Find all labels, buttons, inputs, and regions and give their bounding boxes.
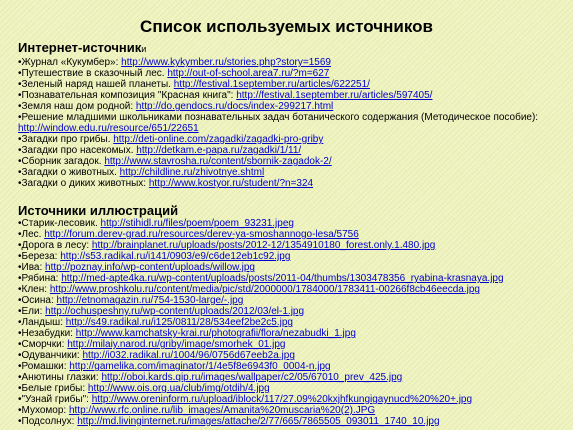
source-link[interactable]: http://s49.radikal.ru/i125/0811/28/534eef2be2c5.jpg (65, 317, 293, 328)
page-title: Список используемых источников (140, 17, 433, 36)
item-label: •Анютины глазки: (18, 372, 102, 383)
item-label: •Сборник загадок. (18, 156, 105, 167)
item-label: •Белые грибы: (18, 383, 88, 394)
list-item (18, 361, 568, 372)
list-item (18, 306, 568, 317)
list-item (18, 145, 568, 156)
list-item (18, 372, 568, 383)
source-link[interactable]: http://milaiy.narod.ru/griby/image/smorhek_01.jpg (67, 339, 286, 350)
item-label: •Земля наш дом родной: (18, 101, 136, 112)
item-label: •Клен: (18, 284, 50, 295)
list-item (18, 57, 568, 68)
item-label: •Ромашки: (18, 361, 70, 372)
item-label: •Журнал «Кукумбер»: (18, 57, 122, 68)
list-item (18, 218, 568, 229)
list-item (18, 101, 568, 112)
source-link[interactable]: http://www.ois.org.ua/club/img/otdih/4.jpg (87, 383, 270, 394)
item-label: •Сморчки: (18, 339, 68, 350)
source-link[interactable]: http://childline.ru/zhivotnye.shtml (119, 167, 265, 178)
source-link[interactable]: http://md.livinginternet.ru/images/attache/2/77/665/7865505_093011_1740_10.jpg (77, 416, 440, 427)
source-link[interactable]: http://www.rfc.online.ru/lib_images/Amanita%20muscaria%20(2).JPG (68, 405, 376, 416)
source-link[interactable]: http://brainplanet.ru/uploads/posts/2012-12/1354910180_forest.only.1.480.jpg (91, 240, 436, 251)
item-label: •Решение младшими школьниками познавательных задач ботанического содержания (Методическое пособие): (18, 112, 539, 123)
source-link[interactable]: http://i032.radikal.ru/1004/96/0756d67eeb2a.jpg (82, 350, 295, 361)
illustration-sources-heading: Источники иллюстраций (18, 203, 179, 218)
internet-sources-heading-suffix: и (141, 44, 147, 54)
illustration-sources-list (18, 218, 568, 427)
source-link[interactable]: http://www.oreninform.ru/upload/iblock/117/27.09%20kxjhfkungigaynucd%20%20+.jpg (91, 394, 473, 405)
source-link[interactable]: http://www.stavrosha.ru/content/sbornik-zagadok-2/ (104, 156, 332, 167)
item-label: •Мухомор: (18, 405, 69, 416)
list-item (18, 134, 568, 145)
item-label: •Ландыш: (18, 317, 66, 328)
list-item (18, 178, 568, 189)
source-link[interactable]: http://ochuspeshny.ru/wp-content/uploads/2012/03/el-1.jpg (45, 306, 305, 317)
item-label: •Береза: (18, 251, 61, 262)
list-item (18, 251, 568, 262)
list-item (18, 317, 568, 328)
item-label: •Дорога в лесу: (18, 240, 92, 251)
item-label: •Загадки о животных. (18, 167, 120, 178)
source-link[interactable]: http://oboi.kards.qip.ru/images/wallpaper/c2/05/67010_prev_425.jpg (101, 372, 403, 383)
source-link[interactable]: http://forum.derev-grad.ru/resources/derev-ya-smoshannogo-lesa/5756 (44, 229, 359, 240)
list-item (18, 350, 568, 361)
item-label: •Ели: (18, 306, 46, 317)
list-item (18, 273, 568, 284)
source-link[interactable]: http://out-of-school.area7.ru/?m=627 (167, 68, 330, 79)
list-item (18, 79, 568, 90)
source-link[interactable]: http://stihidl.ru/files/poem/poem_93231.jpeg (100, 218, 294, 229)
source-link[interactable]: http://festival.1september.ru/articles/622251/ (173, 79, 370, 90)
list-item (18, 339, 568, 350)
item-label: •Одуванчики: (18, 350, 83, 361)
item-label: •"Узнай грибы": (18, 394, 92, 405)
list-item (18, 156, 568, 167)
source-link[interactable]: http://poznay.info/wp-content/uploads/willow.jpg (45, 262, 255, 273)
list-item (18, 284, 568, 295)
source-link[interactable]: http://deti-online.com/zagadki/zagadki-pro-griby (113, 134, 324, 145)
content (18, 40, 568, 427)
item-label: •Загадки про насекомых. (18, 145, 137, 156)
source-link[interactable]: http://s53.radikal.ru/i141/0903/e9/c6de12eb1c92.jpg (60, 251, 291, 262)
list-item (18, 68, 568, 79)
item-label: •Рябина: (18, 273, 62, 284)
source-link[interactable]: http://www.proshkolu.ru/content/media/pic/std/2000000/1784000/1783411-00266f8cb46eecda.jpg (49, 284, 480, 295)
source-link[interactable]: http://www.kamchatsky-krai.ru/photografii/flora/nezabudki_1.jpg (75, 328, 356, 339)
list-item (18, 112, 568, 134)
internet-sources-list (18, 57, 568, 189)
source-link[interactable]: http://etnomagazin.ru/754-1530-large/-.jpg (56, 295, 244, 306)
item-label: •Загадки о диких животных: (18, 178, 149, 189)
item-label: •Ива: (18, 262, 46, 273)
source-link[interactable]: http://www.kostyor.ru/student/?n=324 (148, 178, 314, 189)
section-gap (18, 189, 568, 203)
item-label: •Загадки про грибы. (18, 134, 114, 145)
item-label: •Старик-лесовик. (18, 218, 101, 229)
list-item (18, 90, 568, 101)
list-item (18, 394, 568, 405)
source-link[interactable]: http://gamelika.com/imaginator/1/4e5f8e6943f0_0004-n.jpg (69, 361, 331, 372)
internet-sources-heading (18, 40, 568, 57)
source-link[interactable]: http://detkam.e-papa.ru/zagadki/1/11/ (136, 145, 302, 156)
internet-sources-heading-text: Интернет-источник (18, 40, 142, 55)
list-item (18, 295, 568, 306)
item-label: •Подсолнух: (18, 416, 78, 427)
list-item (18, 167, 568, 178)
item-label: •Зеленый наряд нашей планеты. (18, 79, 174, 90)
list-item (18, 240, 568, 251)
source-link[interactable]: http://festival.1september.ru/articles/597405/ (236, 90, 433, 101)
item-label: •Путешествие в сказочный лес. (18, 68, 168, 79)
list-item (18, 405, 568, 416)
list-item (18, 229, 568, 240)
source-link[interactable]: http://window.edu.ru/resource/651/22651 (18, 123, 199, 134)
item-label: •Осина: (18, 295, 57, 306)
source-link[interactable]: http://med-apte4ka.ru/wp-content/uploads/posts/2011-04/thumbs/1303478356_ryabina-krasnaya.jpg (61, 273, 504, 284)
item-label: •Познавательная композиция "Красная книга": (18, 90, 237, 101)
list-item (18, 383, 568, 394)
source-link[interactable]: http://do.gendocs.ru/docs/index-299217.html (135, 101, 334, 112)
source-link[interactable]: http://www.kykymber.ru/stories.php?story=1569 (121, 57, 331, 68)
item-label: •Незабудки: (18, 328, 76, 339)
list-item (18, 328, 568, 339)
list-item (18, 416, 568, 427)
list-item (18, 262, 568, 273)
item-label: •Лес. (18, 229, 45, 240)
